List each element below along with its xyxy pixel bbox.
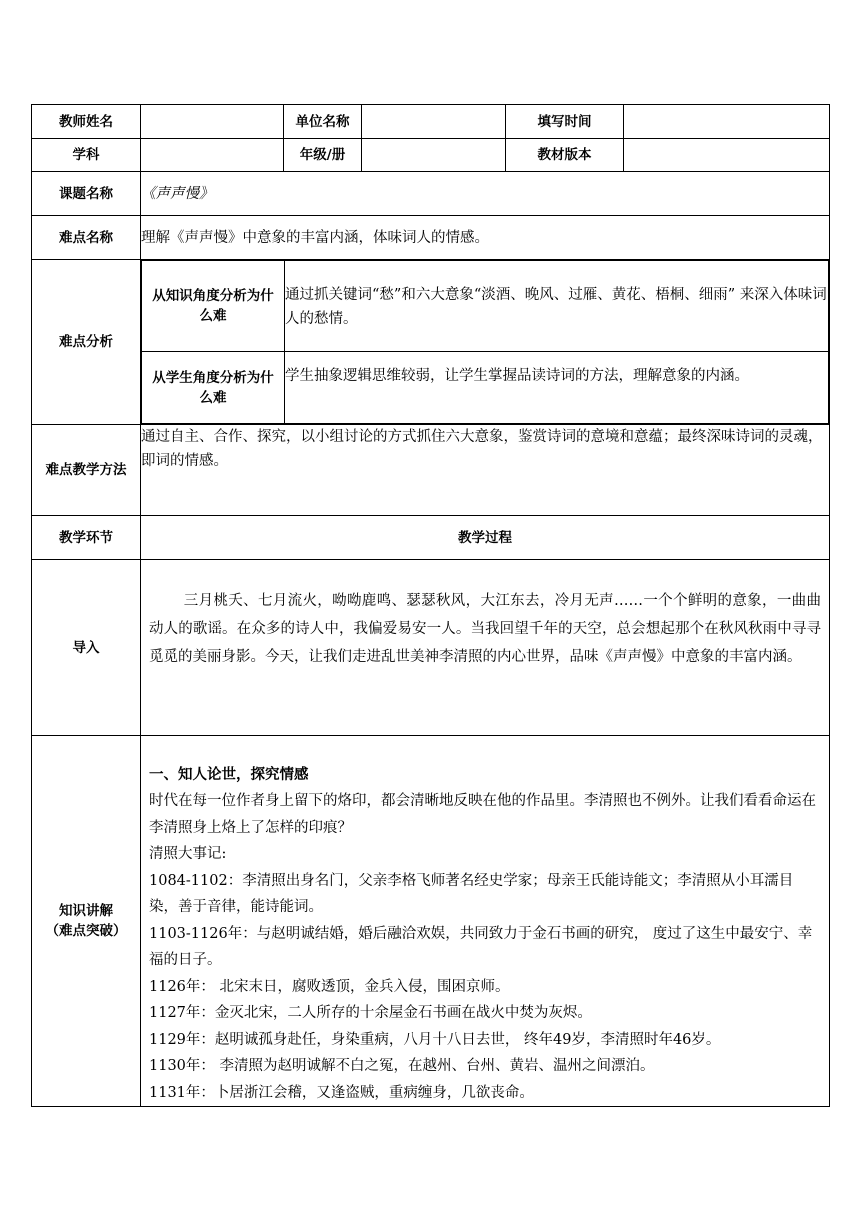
intro-paragraph: 三月桃夭、七月流火，呦呦鹿鸣、瑟瑟秋风，大江东去，冷月无声……一个个鲜明的意象，一曲曲动人的歌谣。在众多的诗人中，我偏爱易安一人。当我回望千年的天空，总会想起那个在秋风秋雨中寻寻觅觅的美丽身影。今天，让我们走进乱世美神李清照的内心世界，品味《声声慢》中意象的丰富内涵。 <box>149 593 821 665</box>
knowledge-angle-label: 从知识角度分析为什么难 <box>142 261 285 352</box>
event-item: 1129年：赵明诚孤身赴任，身染重病，八月十八日去世， 终年49岁，李清照时年46岁。 <box>149 1031 721 1048</box>
event-item: 1126年： 北宋末日，腐败透顶，金兵入侵，围困京师。 <box>149 978 510 995</box>
fill-time-label: 填写时间 <box>506 105 624 139</box>
difficulty-row <box>32 216 830 260</box>
knowledge-cell <box>141 736 830 1107</box>
knowledge-row <box>32 736 830 1107</box>
knowledge-intro: 时代在每一位作者身上留下的烙印，都会清晰地反映在他的作品里。李清照也不例外。让我们看看命运在李清照身上烙上了怎样的印痕？ <box>149 793 816 836</box>
edition-label: 教材版本 <box>506 139 624 172</box>
unit-name-value <box>362 105 506 139</box>
lesson-plan-table <box>31 104 830 1107</box>
unit-name-label: 单位名称 <box>284 105 362 139</box>
topic-title: 《声声慢》 <box>141 185 214 202</box>
event-item: 1130年： 李清照为赵明诚解不白之冤，在越州、台州、黄岩、温州之间漂泊。 <box>149 1058 655 1074</box>
knowledge-label <box>32 736 141 1107</box>
method-label: 难点教学方法 <box>32 425 141 516</box>
difficulty-label: 难点名称 <box>32 216 141 260</box>
analysis-label: 难点分析 <box>32 260 141 425</box>
topic-row <box>32 172 830 216</box>
student-angle-value: 学生抽象逻辑思维较弱，让学生掌握品读诗词的方法，理解意象的内涵。 <box>285 352 829 424</box>
intro-label: 导入 <box>32 560 141 736</box>
event-item: 1131年：卜居浙江会稽，又逢盗贼，重病缠身，几欲丧命。 <box>149 1084 534 1101</box>
topic-value <box>141 172 830 216</box>
knowledge-label-line2: （难点突破） <box>45 923 127 939</box>
subject-value <box>141 139 284 172</box>
header-row-1 <box>32 105 830 139</box>
header-row-2 <box>32 139 830 172</box>
analysis-inner-table <box>141 260 829 424</box>
event-item: 1103-1126年：与赵明诚结婚，婚后融洽欢娱，共同致力于金石书画的研究， 度过了这生中最安宁、幸福的日子。 <box>149 925 813 968</box>
process-header: 教学过程 <box>141 516 830 560</box>
grade-label: 年级/册 <box>284 139 362 172</box>
analysis-cell <box>141 260 830 425</box>
method-row <box>32 425 830 516</box>
analysis-row <box>32 260 830 425</box>
knowledge-analysis-row <box>142 261 829 352</box>
event-item: 1084-1102：李清照出身名门，父亲李格飞师著名经史学家；母亲王氏能诗能文；李清照从小耳濡目染，善于音律，能诗能词。 <box>149 872 794 915</box>
student-analysis-row <box>142 352 829 424</box>
knowledge-angle-value: 通过抓关键词“愁”和六大意象“淡酒、晚风、过雁、黄花、梧桐、细雨” 来深入体味词人的愁情。 <box>285 261 829 352</box>
grade-value <box>362 139 506 172</box>
difficulty-value: 理解《声声慢》中意象的丰富内涵，体味词人的情感。 <box>141 216 830 260</box>
process-header-row <box>32 516 830 560</box>
fill-time-value <box>624 105 830 139</box>
knowledge-label-line1: 知识讲解 <box>59 903 113 919</box>
section-title: 一、知人论世，探究情感 <box>149 767 309 783</box>
intro-row <box>32 560 830 736</box>
method-value: 通过自主、合作、探究，以小组讨论的方式抓住六大意象，鉴赏诗词的意境和意蕴；最终深味诗词的灵魂，即词的情感。 <box>141 425 830 516</box>
stage-header: 教学环节 <box>32 516 141 560</box>
events-title: 清照大事记: <box>149 846 227 862</box>
intro-cell <box>141 560 830 736</box>
student-angle-label: 从学生角度分析为什么难 <box>142 352 285 424</box>
teacher-name-label: 教师姓名 <box>32 105 141 139</box>
event-item: 1127年：金灭北宋，二人所存的十余屋金石书画在战火中焚为灰烬。 <box>149 1005 592 1021</box>
topic-label: 课题名称 <box>32 172 141 216</box>
teacher-name-value <box>141 105 284 139</box>
subject-label: 学科 <box>32 139 141 172</box>
edition-value <box>624 139 830 172</box>
